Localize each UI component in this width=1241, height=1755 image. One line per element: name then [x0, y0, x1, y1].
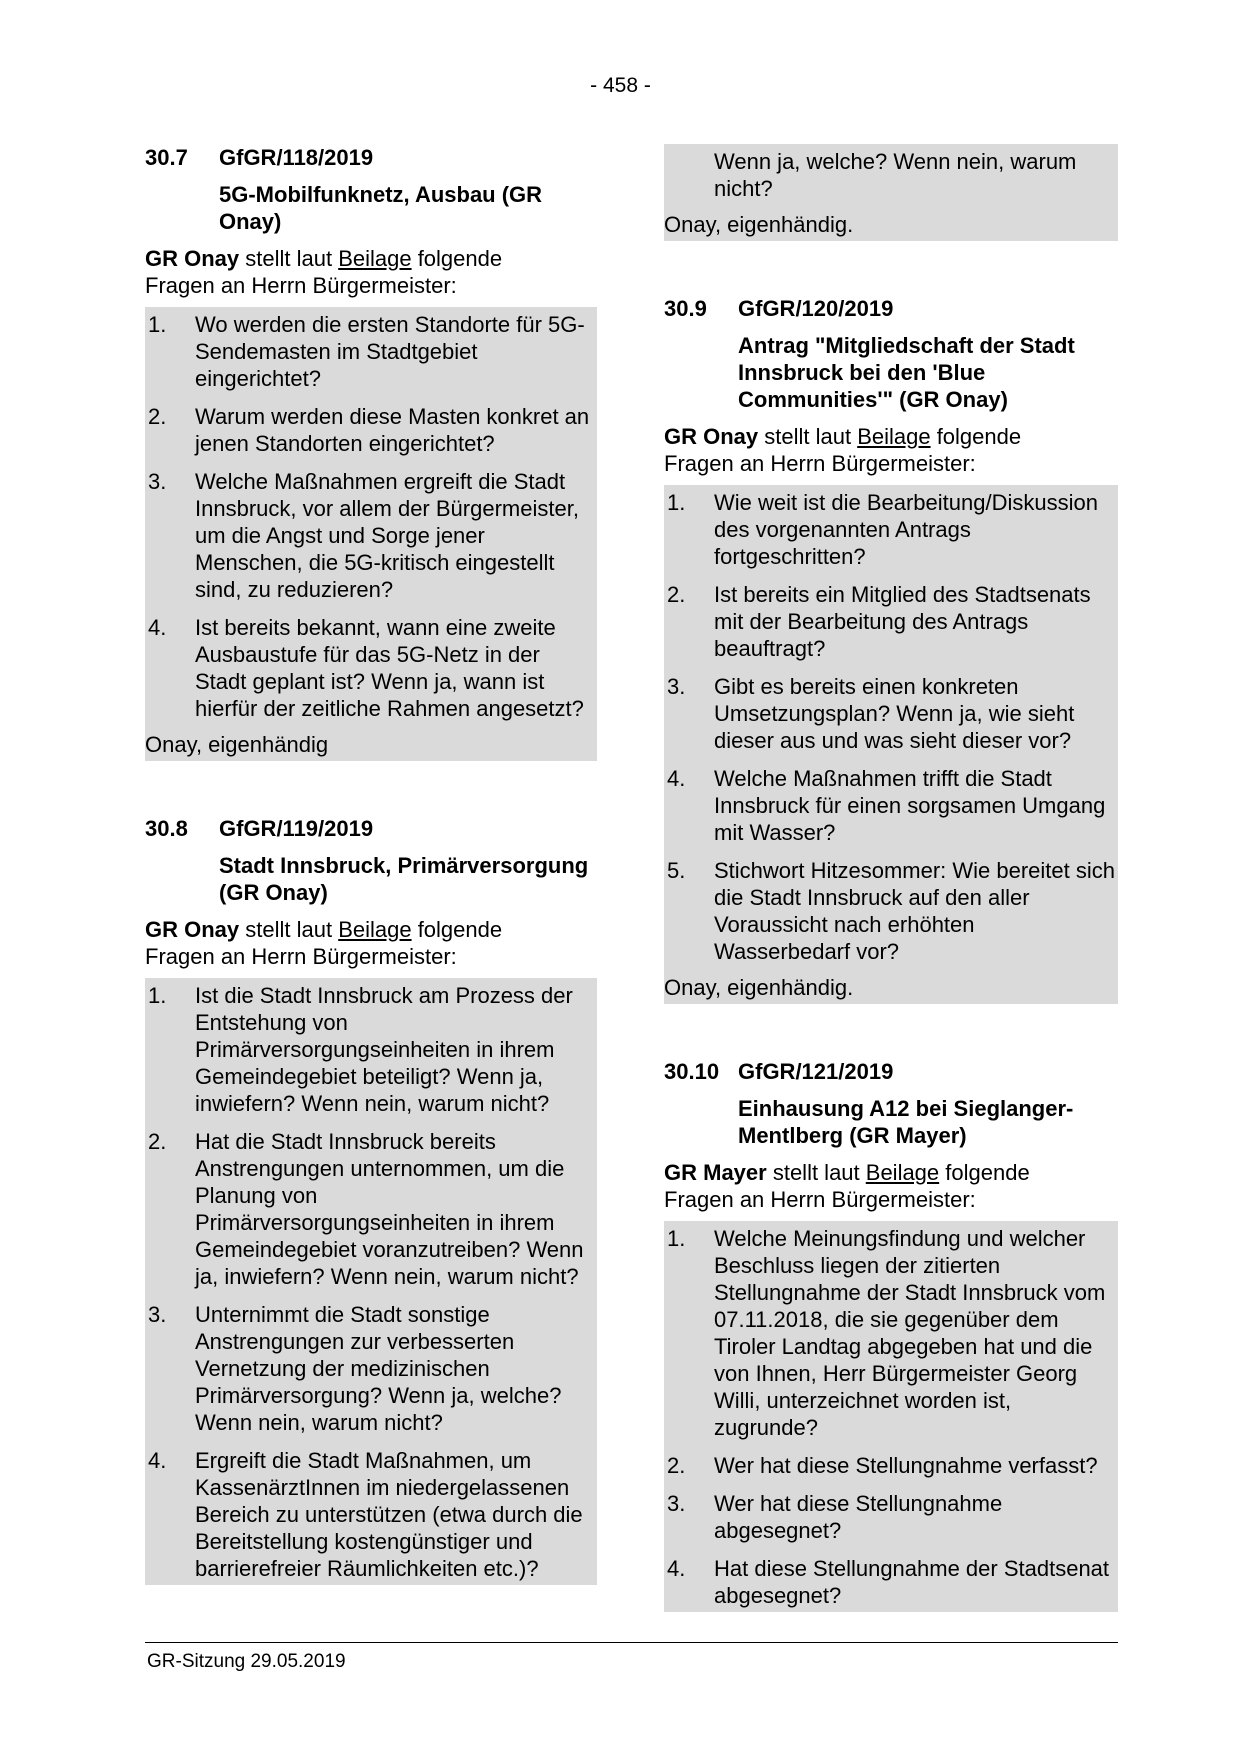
- question-text: Hat diese Stellungnahme der Stadtsenat abgesegnet?: [714, 1556, 1110, 1608]
- section-subject: 5G-Mobilfunknetz, Ausbau (GR Onay): [219, 182, 543, 234]
- question-number: 2.: [148, 404, 167, 429]
- section-heading: [664, 1058, 1118, 1085]
- intro-text: folgende Fragen an Herrn Bürgermeister:: [664, 424, 1022, 476]
- question-item: [148, 403, 595, 457]
- question-text: Stichwort Hitzesommer: Wie bereitet sich die Stadt Innsbruck auf den aller Voraussicht nach erhöhten Wasserbedarf vor?: [714, 858, 1115, 964]
- section-reference: GfGR/120/2019: [738, 296, 894, 321]
- question-item: [148, 982, 595, 1117]
- question-number: 4.: [148, 1448, 167, 1473]
- intro-author: GR Mayer: [664, 1160, 767, 1185]
- section-30-8: [145, 815, 597, 1585]
- section-intro: [664, 1159, 1094, 1213]
- section-number: 30.8: [145, 816, 188, 841]
- question-number: 4.: [667, 1556, 686, 1581]
- question-item: [667, 1490, 1116, 1544]
- question-item: [148, 311, 595, 392]
- question-text: Hat die Stadt Innsbruck bereits Anstrengungen unternommen, um die Planung von Primärversorgungseinheiten in ihrem Gemeindegebiet voranzutreiben? Wenn ja, inwiefern? Wenn nein, warum nicht?: [195, 1129, 584, 1289]
- section-intro: [145, 245, 575, 299]
- question-item: [667, 765, 1116, 846]
- intro-text: folgende Fragen an Herrn Bürgermeister:: [145, 246, 503, 298]
- footer-divider: [145, 1642, 1118, 1643]
- intro-author: GR Onay: [664, 424, 759, 449]
- question-item: [148, 1128, 595, 1290]
- question-text: Wie weit ist die Bearbeitung/Diskussion des vorgenannten Antrags fortgeschritten?: [714, 490, 1098, 569]
- question-text: Warum werden diese Masten konkret an jenen Standorten eingerichtet?: [195, 404, 590, 456]
- section-30-7: [145, 144, 597, 761]
- questions-box: [145, 307, 597, 761]
- question-number: 3.: [667, 674, 686, 699]
- intro-text: folgende Fragen an Herrn Bürgermeister:: [145, 917, 503, 969]
- section-heading: [664, 295, 1118, 322]
- question-number: 1.: [148, 983, 167, 1008]
- question-number: 3.: [667, 1491, 686, 1516]
- section-subject: Einhausung A12 bei Sieglanger-Mentlberg (GR Mayer): [738, 1096, 1074, 1148]
- section-subject: Antrag "Mitgliedschaft der Stadt Innsbruck bei den 'Blue Communities'" (GR Onay): [738, 333, 1075, 412]
- section-reference: GfGR/118/2019: [219, 145, 374, 170]
- section-subject: Stadt Innsbruck, Primärversorgung (GR Onay): [219, 853, 589, 905]
- question-number: 1.: [667, 490, 686, 515]
- section-heading: [145, 815, 597, 842]
- question-text: Gibt es bereits einen konkreten Umsetzungsplan? Wenn ja, wie sieht dieser aus und was sieht dieser vor?: [714, 674, 1075, 753]
- section-number: 30.9: [664, 296, 707, 321]
- question-text: Welche Meinungsfindung und welcher Beschluss liegen der zitierten Stellungnahme der Stadt Innsbruck vom 07.11.2018, die sie gegenüber dem Tiroler Landtag abgegeben hat und die von Ihnen, Herr Bürgermeister Georg Willi, unterzeichnet worden ist, zugrunde?: [714, 1226, 1106, 1440]
- question-number: 3.: [148, 469, 167, 494]
- section-intro: [664, 423, 1094, 477]
- questions-box: [664, 485, 1118, 1004]
- page-number: - 458 -: [590, 74, 651, 97]
- signature-line: Onay, eigenhändig: [145, 732, 329, 757]
- question-item: [148, 1301, 595, 1436]
- question-item: [667, 1452, 1116, 1479]
- question-item: [667, 489, 1116, 570]
- beilage-link[interactable]: Beilage: [338, 917, 412, 942]
- intro-text: stellt laut: [239, 917, 339, 942]
- question-number: 5.: [667, 858, 686, 883]
- section-30-10: [664, 1058, 1118, 1612]
- intro-author: GR Onay: [145, 917, 240, 942]
- question-item: [148, 1447, 595, 1582]
- question-text: Welche Maßnahmen ergreift die Stadt Innsbruck, vor allem der Bürgermeister, um die Angst und Sorge jener Menschen, die 5G-kritisch eingestellt sind, zu reduzieren?: [195, 469, 579, 602]
- intro-text: stellt laut: [766, 1160, 866, 1185]
- section-number: 30.10: [664, 1059, 720, 1084]
- question-number: 3.: [148, 1302, 167, 1327]
- question-text: Ergreift die Stadt Maßnahmen, um KassenärztInnen im niedergelassenen Bereich zu unterstützen (etwa durch die Bereitstellung kostengünstiger und barrierefreier Räumlichkeiten etc.)?: [195, 1448, 583, 1581]
- right-column: [664, 144, 1118, 1612]
- section-reference: GfGR/121/2019: [738, 1059, 894, 1084]
- questions-box: [145, 978, 597, 1585]
- question-number-spacer: [667, 148, 714, 202]
- question-item: [667, 1225, 1116, 1441]
- question-item: [667, 1555, 1116, 1609]
- intro-author: GR Onay: [145, 246, 240, 271]
- question-text: Ist bereits bekannt, wann eine zweite Ausbaustufe für das 5G-Netz in der Stadt geplant ist? Wenn ja, wann ist hierfür der zeitliche Rahmen angesetzt?: [195, 615, 584, 721]
- question-text: Wenn ja, welche? Wenn nein, warum nicht?: [714, 149, 1077, 201]
- section-number: 30.7: [145, 145, 188, 170]
- questions-box: [664, 1221, 1118, 1612]
- intro-text: stellt laut: [239, 246, 339, 271]
- question-item: [148, 468, 595, 603]
- question-item: [667, 857, 1116, 965]
- section-30-8-continued: [664, 144, 1118, 241]
- question-number: 4.: [148, 615, 167, 640]
- question-number: 1.: [667, 1226, 686, 1251]
- question-text: Ist bereits ein Mitglied des Stadtsenats mit der Bearbeitung des Antrags beauftragt?: [714, 582, 1091, 661]
- question-item: [667, 148, 1116, 202]
- section-30-9: [664, 295, 1118, 1004]
- question-text: Wer hat diese Stellungnahme abgesegnet?: [714, 1491, 1003, 1543]
- question-number: 2.: [148, 1129, 167, 1154]
- questions-box: [664, 144, 1118, 241]
- signature-line: Onay, eigenhändig.: [664, 975, 854, 1000]
- question-text: Wo werden die ersten Standorte für 5G-Sendemasten im Stadtgebiet eingerichtet?: [195, 312, 585, 391]
- question-text: Welche Maßnahmen trifft die Stadt Innsbruck für einen sorgsamen Umgang mit Wasser?: [714, 766, 1106, 845]
- question-number: 4.: [667, 766, 686, 791]
- signature-line: Onay, eigenhändig.: [664, 212, 854, 237]
- section-heading: [145, 144, 597, 171]
- question-item: [667, 673, 1116, 754]
- question-text: Wer hat diese Stellungnahme verfasst?: [714, 1453, 1098, 1478]
- question-number: 2.: [667, 1453, 686, 1478]
- section-intro: [145, 916, 575, 970]
- question-item: [148, 614, 595, 722]
- section-reference: GfGR/119/2019: [219, 816, 374, 841]
- left-column: [145, 144, 597, 1585]
- question-number: 2.: [667, 582, 686, 607]
- intro-text: stellt laut: [758, 424, 858, 449]
- question-text: Ist die Stadt Innsbruck am Prozess der Entstehung von Primärversorgungseinheiten in ihrem Gemeindegebiet beteiligt? Wenn ja, inwiefern? Wenn nein, warum nicht?: [195, 983, 573, 1116]
- intro-text: folgende Fragen an Herrn Bürgermeister:: [664, 1160, 1030, 1212]
- question-number: 1.: [148, 312, 167, 337]
- footer-text: GR-Sitzung 29.05.2019: [147, 1651, 346, 1672]
- beilage-link[interactable]: Beilage: [857, 424, 931, 449]
- question-text: Unternimmt die Stadt sonstige Anstrengungen zur verbesserten Vernetzung der medizinischen Primärversorgung? Wenn ja, welche? Wenn nein, warum nicht?: [195, 1302, 562, 1435]
- beilage-link[interactable]: Beilage: [338, 246, 412, 271]
- question-item: [667, 581, 1116, 662]
- beilage-link[interactable]: Beilage: [865, 1160, 940, 1185]
